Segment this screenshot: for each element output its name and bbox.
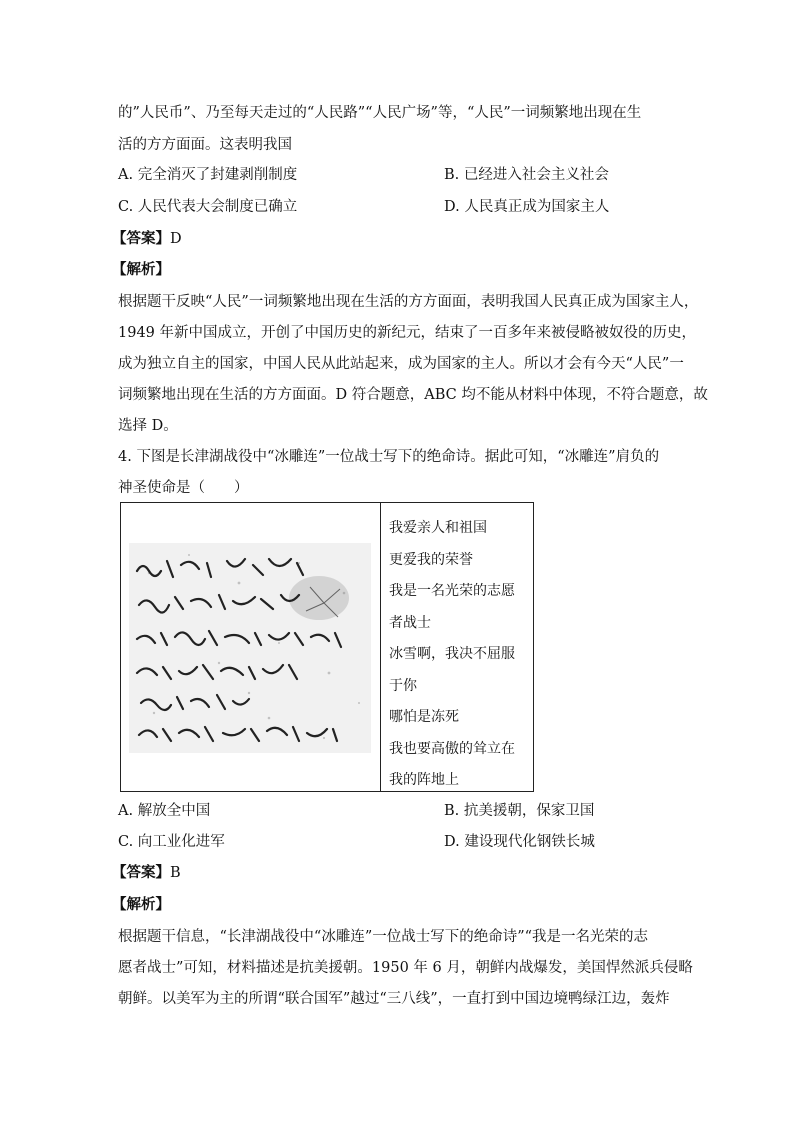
poem-line: 哪怕是冻死: [389, 709, 459, 725]
option-label: B.: [444, 167, 460, 183]
option-text: 完全消灭了封建剥削制度: [137, 167, 298, 183]
q4-analysis-line-2: 愿者战士”可知，材料描述是抗美援朝。1950 年 6 月，朝鲜内战爆发，美国悍然派兵侵略: [118, 960, 693, 976]
poem-line: 我是一名光荣的志愿: [389, 583, 515, 599]
poem-figure: [120, 502, 534, 792]
option-text: 向工业化进军: [137, 834, 225, 850]
answer-value: D: [170, 231, 182, 247]
q3-analysis-line-2: 1949 年新中国成立，开创了中国历史的新纪元，结束了一百多年来被侵略被奴役的历史，: [118, 325, 697, 341]
q3-analysis-line-3: 成为独立自主的国家，中国人民从此站起来，成为国家的主人。所以才会有今天“人民”一: [118, 356, 684, 372]
poem-line: 我也要高傲的耸立在: [389, 740, 515, 757]
option-text: 建设现代化钢铁长城: [464, 834, 595, 850]
q4-stem-line-2: 神圣使命是（ ）: [118, 480, 249, 496]
option-text: 解放全中国: [137, 803, 211, 819]
q3-option-a: [118, 165, 297, 185]
poem-line: 者战士: [389, 614, 431, 631]
q4-stem-line-1: 4. 下图是长津湖战役中“冰雕连”一位战士写下的绝命诗。据此可知，“冰雕连”肩负的: [118, 449, 660, 465]
q3-analysis-line-4: 词频繁地出现在生活的方方面面。D 符合题意，ABC 均不能从材料中体现，不符合题意，故: [118, 387, 708, 403]
q3-option-c: [118, 197, 297, 217]
option-label: A.: [118, 167, 134, 183]
analysis-tag: 【解析】: [112, 261, 170, 278]
q3-stem-line-1: 的”人民币”、乃至每天走过的“人民路”“人民广场”等，“人民”一词频繁地出现在生: [118, 105, 642, 121]
option-label: B.: [444, 803, 460, 819]
poem-line: 冰雪啊，我决不屈服: [389, 646, 515, 662]
option-label: C.: [118, 199, 134, 215]
option-text: 已经进入社会主义社会: [463, 167, 609, 183]
option-text: 人民代表大会制度已确立: [137, 199, 298, 215]
poem-line: 我的阵地上: [389, 772, 459, 788]
answer-value: B: [170, 865, 181, 881]
answer-tag: 【答案】: [112, 230, 170, 247]
q3-option-d: [444, 197, 609, 217]
poem-transcription: [389, 513, 529, 797]
q4-answer: [112, 863, 181, 883]
option-label: D.: [444, 199, 460, 215]
figure-divider: [380, 503, 381, 791]
option-label: C.: [118, 834, 134, 850]
q3-answer: [112, 229, 182, 249]
analysis-tag: 【解析】: [112, 896, 170, 913]
option-text: 抗美援朝，保家卫国: [463, 803, 595, 819]
poem-line: 更爱我的荣誉: [389, 551, 473, 568]
handwritten-poem-image: [129, 543, 371, 753]
q4-option-c: [118, 832, 225, 852]
q3-stem-line-2: 活的方方面面。这表明我国: [118, 137, 292, 153]
poem-line: 我爱亲人和祖国: [389, 520, 487, 536]
q3-option-b: [444, 165, 609, 185]
q4-option-d: [444, 832, 595, 852]
q3-analysis-line-1: 根据题干反映“人民”一词频繁地出现在生活的方方面面，表明我国人民真正成为国家主人，: [118, 294, 699, 310]
q3-analysis-line-5: 选择 D。: [118, 418, 178, 434]
option-text: 人民真正成为国家主人: [464, 199, 610, 215]
option-label: A.: [118, 803, 134, 819]
poem-line: 于你: [389, 677, 417, 694]
q4-option-b: [444, 801, 594, 821]
q4-analysis-tag: [112, 895, 170, 915]
q4-option-a: [118, 801, 210, 821]
option-label: D.: [444, 834, 460, 850]
q3-analysis-tag: [112, 260, 170, 280]
q4-analysis-line-3: 朝鲜。以美军为主的所谓“联合国军”越过“三八线”，一直打到中国边境鸭绿江边，轰炸: [118, 991, 670, 1007]
q4-analysis-line-1: 根据题干信息，“长津湖战役中“冰雕连”一位战士写下的绝命诗”“我是一名光荣的志: [118, 929, 649, 945]
answer-tag: 【答案】: [112, 864, 170, 881]
